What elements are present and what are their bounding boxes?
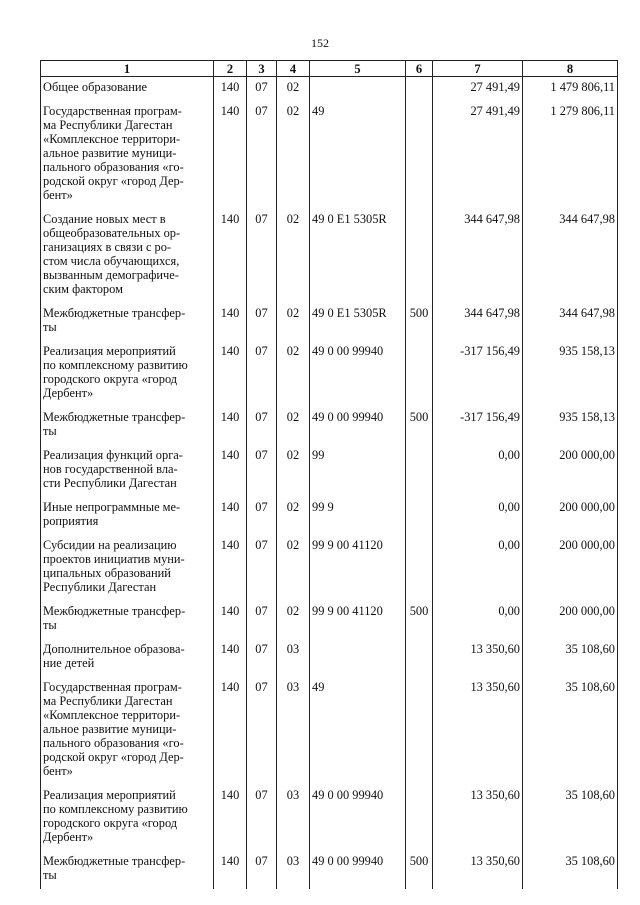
cell-amount-change: -317 156,49 [433,341,523,407]
column-header: 1 [41,61,214,77]
cell-section: 07 [247,303,277,341]
cell-ministry: 140 [214,303,247,341]
cell-target-article: 49 0 E1 5305R [310,303,406,341]
column-header: 3 [247,61,277,77]
cell-amount-total: 200 000,00 [523,535,618,601]
table-row [41,209,618,303]
cell-section: 07 [247,77,277,102]
cell-amount-total: 344 647,98 [523,303,618,341]
table-row [41,639,618,677]
cell-target-article: 49 [310,677,406,785]
cell-amount-change: 27 491,49 [433,101,523,209]
row-name: Субсидии на реализацию проектов инициатив муни- ципальных образований Республики Дагестан [41,535,214,601]
cell-ministry: 140 [214,785,247,851]
cell-ministry: 140 [214,209,247,303]
cell-subsection: 03 [277,851,310,889]
cell-expense-type [406,341,433,407]
row-name: Государственная програм- ма Республики Дагестан «Комплексное территори- альное развитие муници- пального образования «го- родской округ «город Дер- бент» [41,101,214,209]
row-name: Дополнительное образова- ние детей [41,639,214,677]
column-header: 2 [214,61,247,77]
cell-amount-total: 1 279 806,11 [523,101,618,209]
cell-section: 07 [247,601,277,639]
column-header: 6 [406,61,433,77]
cell-ministry: 140 [214,101,247,209]
cell-expense-type: 500 [406,303,433,341]
cell-amount-total: 1 479 806,11 [523,77,618,102]
cell-amount-change: 27 491,49 [433,77,523,102]
table-row [41,445,618,497]
cell-subsection: 02 [277,407,310,445]
cell-ministry: 140 [214,639,247,677]
row-name: Межбюджетные трансфер- ты [41,407,214,445]
table-row [41,535,618,601]
table-row [41,101,618,209]
cell-ministry: 140 [214,77,247,102]
cell-target-article: 49 [310,101,406,209]
cell-subsection: 02 [277,497,310,535]
cell-expense-type [406,535,433,601]
row-name: Государственная програм- ма Республики Дагестан «Комплексное территори- альное развитие муници- пального образования «го- родской округ «город Дер- бент» [41,677,214,785]
table-row [41,601,618,639]
row-name: Реализация функций орга- нов государственной вла- сти Республики Дагестан [41,445,214,497]
cell-amount-total: 35 108,60 [523,785,618,851]
cell-expense-type [406,677,433,785]
row-name: Реализация мероприятий по комплексному развитию городского округа «город Дербент» [41,785,214,851]
cell-section: 07 [247,497,277,535]
cell-amount-change: -317 156,49 [433,407,523,445]
cell-target-article [310,77,406,102]
cell-section: 07 [247,851,277,889]
cell-target-article: 49 0 00 99940 [310,407,406,445]
cell-subsection: 03 [277,677,310,785]
cell-subsection: 02 [277,535,310,601]
cell-ministry: 140 [214,341,247,407]
page-number: 152 [311,36,329,50]
row-name: Иные непрограммные ме- роприятия [41,497,214,535]
cell-amount-change: 13 350,60 [433,785,523,851]
cell-amount-change: 344 647,98 [433,303,523,341]
column-header: 5 [310,61,406,77]
cell-ministry: 140 [214,497,247,535]
row-name: Межбюджетные трансфер- ты [41,303,214,341]
cell-amount-total: 200 000,00 [523,601,618,639]
row-name: Создание новых мест в общеобразовательных ор- ганизациях в связи с ро- стом числа обучающихся, вызванным демографиче- ским фактором [41,209,214,303]
cell-amount-change: 0,00 [433,445,523,497]
cell-amount-total: 935 158,13 [523,341,618,407]
cell-target-article: 49 0 E1 5305R [310,209,406,303]
cell-section: 07 [247,639,277,677]
cell-target-article: 49 0 00 99940 [310,785,406,851]
cell-section: 07 [247,535,277,601]
cell-ministry: 140 [214,535,247,601]
cell-amount-total: 35 108,60 [523,851,618,889]
cell-amount-total: 935 158,13 [523,407,618,445]
cell-subsection: 03 [277,785,310,851]
cell-expense-type [406,639,433,677]
table-row [41,677,618,785]
cell-amount-change: 13 350,60 [433,851,523,889]
cell-section: 07 [247,407,277,445]
cell-section: 07 [247,101,277,209]
table-row [41,341,618,407]
cell-expense-type [406,785,433,851]
cell-ministry: 140 [214,445,247,497]
column-header: 7 [433,61,523,77]
cell-expense-type: 500 [406,601,433,639]
table-row [41,407,618,445]
cell-amount-total: 35 108,60 [523,677,618,785]
cell-amount-total: 35 108,60 [523,639,618,677]
cell-amount-change: 0,00 [433,535,523,601]
cell-target-article: 99 [310,445,406,497]
cell-amount-change: 13 350,60 [433,677,523,785]
cell-target-article: 99 9 00 41120 [310,601,406,639]
row-name: Общее образование [41,77,214,102]
cell-expense-type: 500 [406,851,433,889]
cell-expense-type [406,209,433,303]
table-row [41,77,618,102]
cell-amount-total: 200 000,00 [523,445,618,497]
cell-amount-change: 344 647,98 [433,209,523,303]
cell-expense-type [406,445,433,497]
cell-section: 07 [247,341,277,407]
cell-subsection: 03 [277,639,310,677]
cell-section: 07 [247,445,277,497]
cell-ministry: 140 [214,851,247,889]
budget-table [40,60,618,889]
cell-target-article: 99 9 [310,497,406,535]
table-row [41,303,618,341]
row-name: Межбюджетные трансфер- ты [41,601,214,639]
cell-subsection: 02 [277,303,310,341]
cell-expense-type [406,101,433,209]
cell-target-article: 49 0 00 99940 [310,851,406,889]
cell-ministry: 140 [214,601,247,639]
cell-target-article [310,639,406,677]
cell-amount-change: 0,00 [433,601,523,639]
cell-amount-change: 13 350,60 [433,639,523,677]
cell-expense-type [406,77,433,102]
cell-target-article: 49 0 00 99940 [310,341,406,407]
cell-subsection: 02 [277,101,310,209]
cell-amount-change: 0,00 [433,497,523,535]
cell-subsection: 02 [277,77,310,102]
cell-subsection: 02 [277,341,310,407]
row-name: Реализация мероприятий по комплексному развитию городского округа «город Дербент» [41,341,214,407]
cell-expense-type: 500 [406,407,433,445]
cell-amount-total: 200 000,00 [523,497,618,535]
table-row [41,851,618,889]
cell-subsection: 02 [277,601,310,639]
cell-section: 07 [247,785,277,851]
cell-amount-total: 344 647,98 [523,209,618,303]
row-name: Межбюджетные трансфер- ты [41,851,214,889]
cell-section: 07 [247,677,277,785]
table-body [41,77,618,890]
cell-section: 07 [247,209,277,303]
cell-target-article: 99 9 00 41120 [310,535,406,601]
cell-ministry: 140 [214,677,247,785]
cell-subsection: 02 [277,445,310,497]
cell-ministry: 140 [214,407,247,445]
column-header: 4 [277,61,310,77]
cell-expense-type [406,497,433,535]
table-header-row [41,61,618,77]
table-row [41,785,618,851]
cell-subsection: 02 [277,209,310,303]
table-row [41,497,618,535]
column-header: 8 [523,61,618,77]
